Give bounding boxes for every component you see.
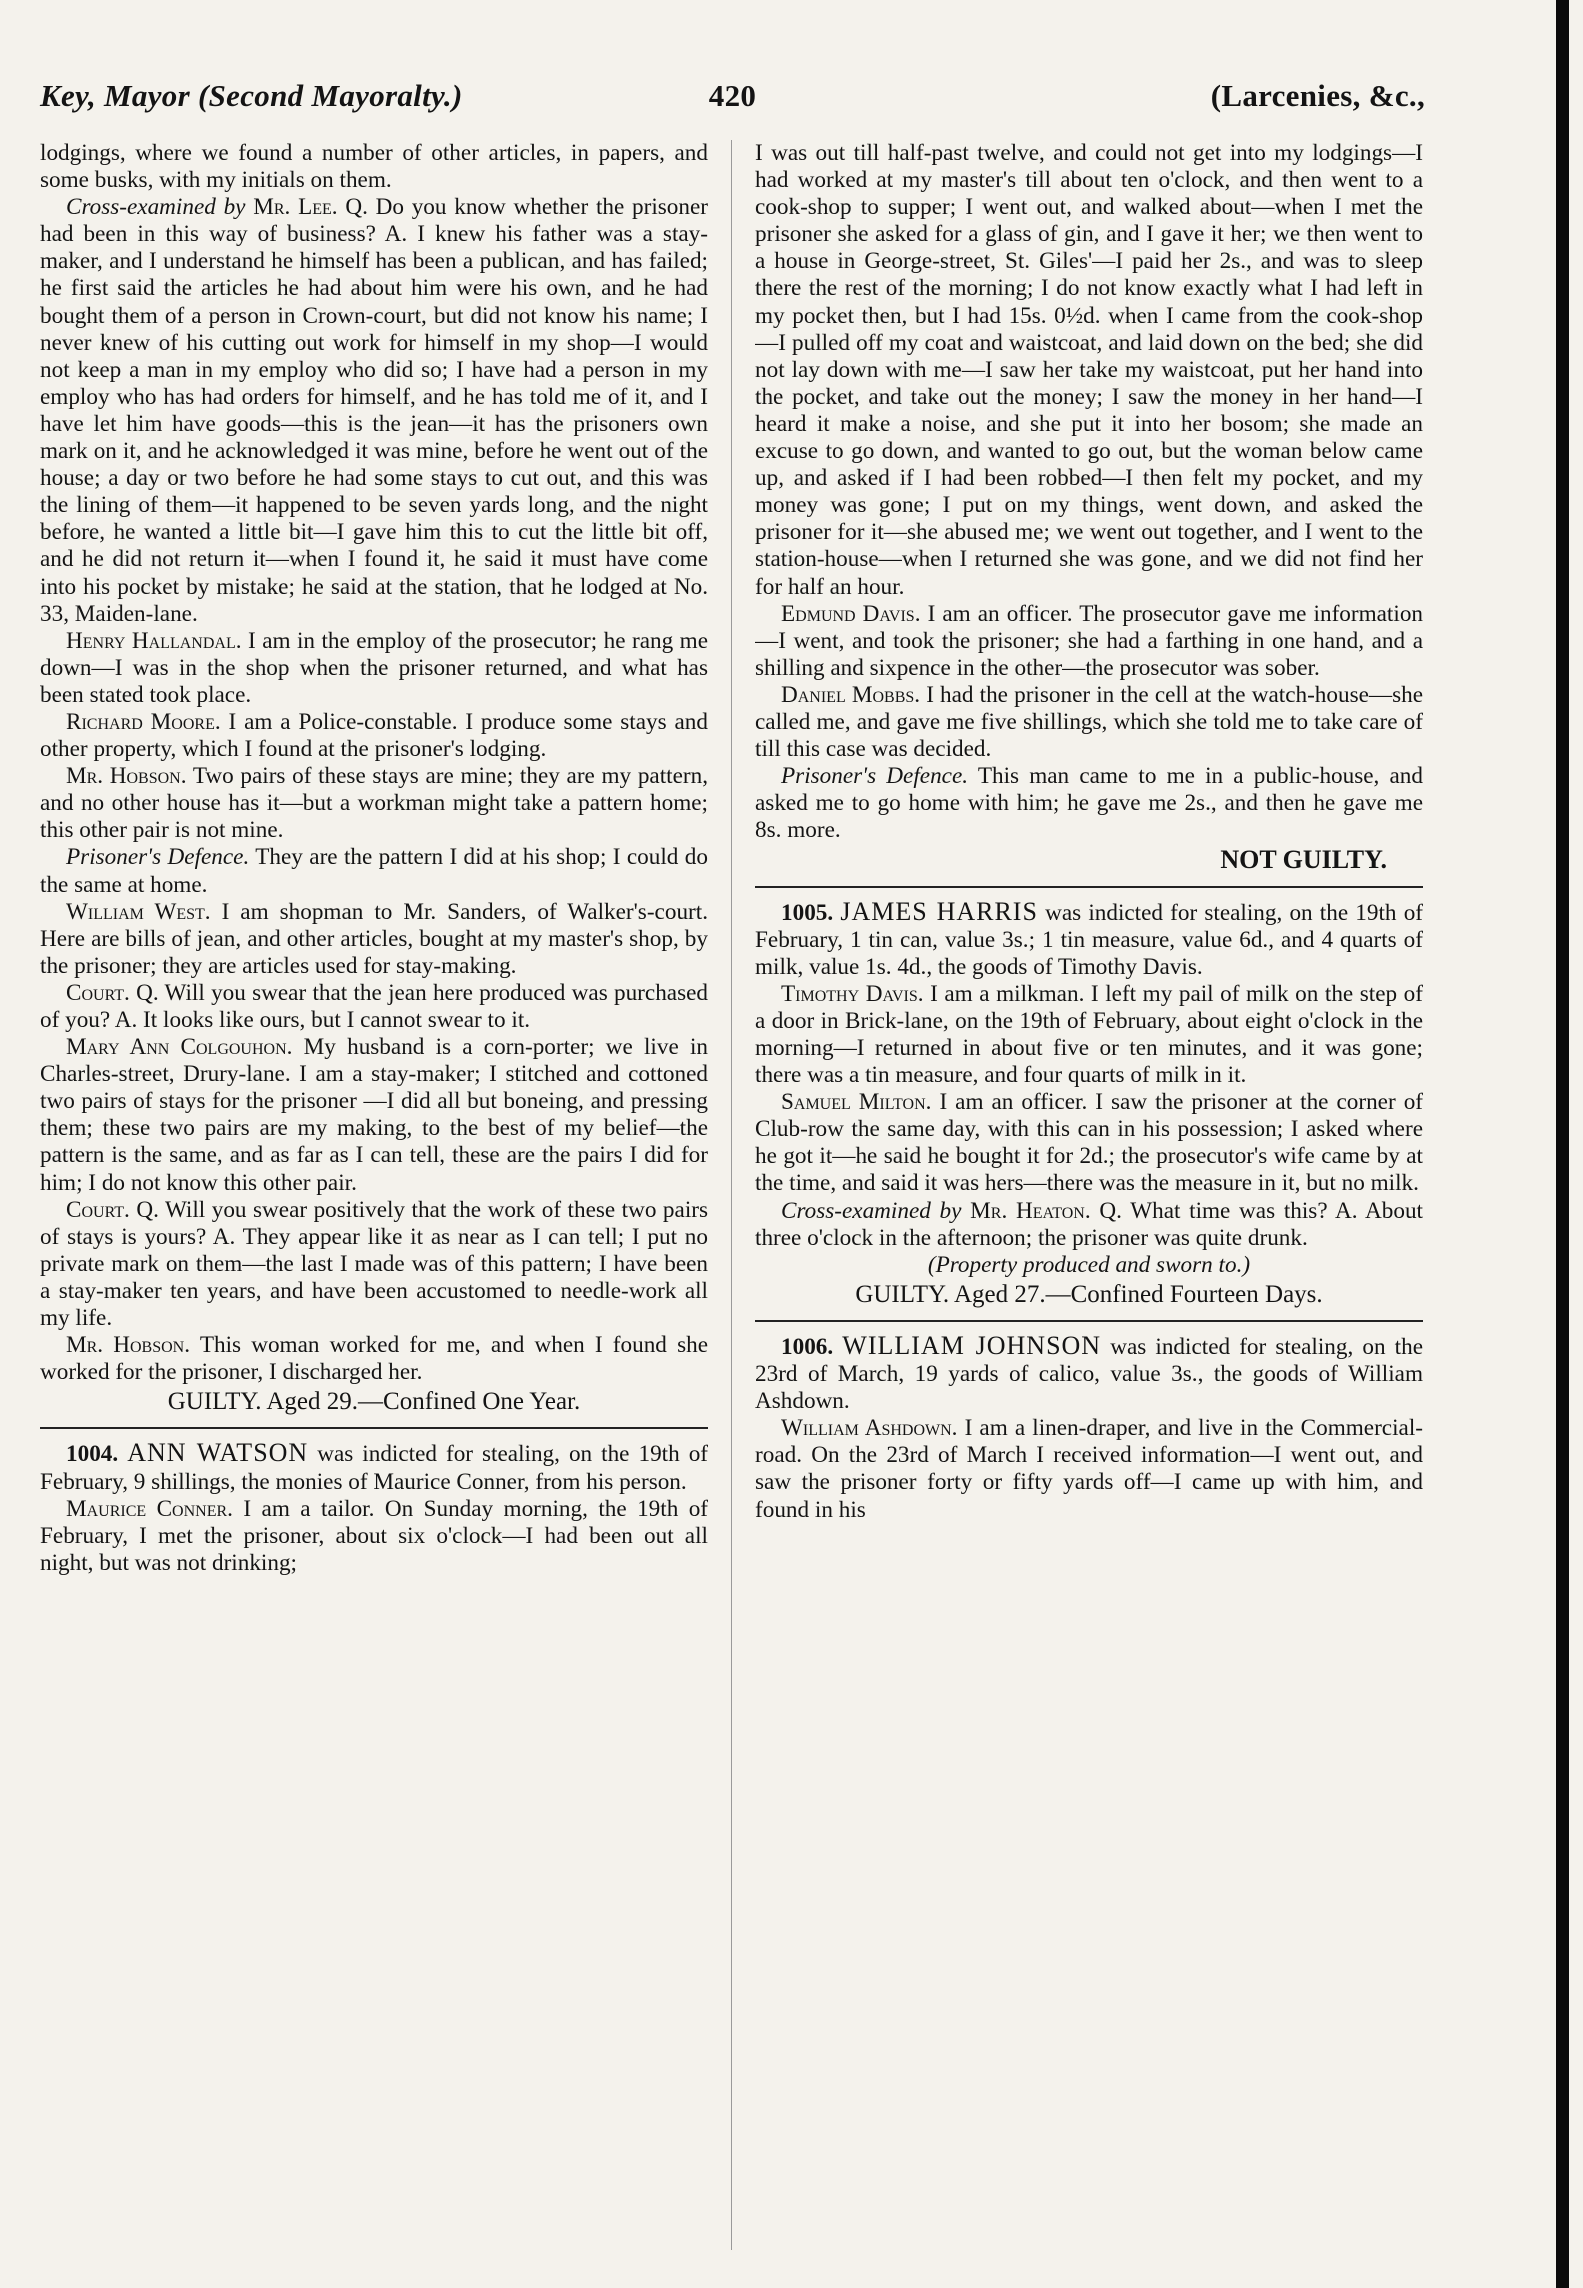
paragraph [755,981,1423,1089]
defence-label: Prisoner's Defence. [66,844,250,871]
column-divider [731,140,732,2250]
testimony-text: I am in the employ of the prosecutor; he rang me down—I was in the shop when the prisoner returned, and what has been stated took place. [40,627,708,708]
paragraph [40,628,708,709]
left-column [40,140,708,2250]
header-mayoralty: (Second Mayoralty.) [198,78,463,113]
testimony-text: This woman worked for me, and when I found she worked for the prisoner, I discharged her. [40,1332,708,1386]
speaker-name: Richard Moore. [66,708,221,735]
indictment-text: was indicted for stealing, on the 19th of February, 1 tin can, value 3s.; 1 tin measure, value 6d., and 4 quarts of milk, value 1s. 4d., the goods of Timothy Davis. [755,899,1423,980]
cross-examined-label: Cross-examined by [781,1197,962,1224]
testimony-text: I had the prisoner in the cell at the watch-house—she called me, and gave me five shillings, which she told me to take care of till this case was decided. [755,681,1423,763]
paragraph: lodgings, where we found a number of other articles, in papers, and some busks, with my initials on them. [40,140,708,194]
paragraph [40,1034,708,1197]
right-column [755,140,1423,2250]
case-number: 1005. [781,899,834,926]
paragraph [40,1197,708,1332]
paragraph [755,1198,1423,1252]
verdict-line: GUILTY. Aged 29.—Confined One Year. [167,1388,581,1416]
case-separator-rule [755,1320,1423,1322]
testimony-text: I am a tailor. On Sunday morning, the 19th of February, I met the prisoner, about six o'clock—I had been out all night, but was not drinking; [40,1495,708,1576]
header-right: (Larcenies, &c., [1210,78,1425,113]
paragraph [40,194,708,628]
verdict-line: NOT GUILTY. [1220,845,1387,875]
speaker-name: Mr. Hobson. [66,763,187,790]
page-edge-shadow [1556,0,1569,2288]
speaker-name: Mr. Hobson. [66,1332,191,1359]
paragraph [755,763,1423,844]
paragraph [755,1415,1423,1523]
paragraph [40,763,708,844]
indictment-text: was indicted for stealing, on the 23rd of March, 19 yards of calico, value 3s., the goods of William Ashdown. [755,1333,1423,1415]
speaker-name: Mary Ann Colgouhon. [66,1034,293,1061]
paragraph [40,899,708,980]
testimony-text: Two pairs of these stays are mine; they are my pattern, and no other house has it—but a workman might take a pattern home; this other pair is not mine. [40,763,708,844]
text-columns [40,140,1425,2250]
speaker-name: Edmund Davis. [781,600,921,627]
property-note [755,1252,1423,1279]
testimony-text: I am an officer. I saw the prisoner at the corner of Club-row the same day, with this can in his possession; I asked where he got it—he said he bought it for 2d.; the prosecutor's wife came by at the time, and said it was hers—there was the measure in it, but no milk. [755,1089,1423,1197]
testimony-text: This man came to me in a public-house, and asked me to go home with him; he gave me 2s., and then he gave me 8s. more. [755,763,1423,844]
document-page [40,78,1425,2268]
case-heading [40,1439,708,1495]
indictment-text: was indicted for stealing, on the 19th of February, 9 shillings, the monies of Maurice Conner, from his person. [40,1441,708,1495]
paragraph: I was out till half-past twelve, and could not get into my lodgings—I had worked at my master's till about ten o'clock, and then went to a cook-shop to supper; I went out, and walked about—when I met the prisoner she asked for a glass of gin, and I gave it her; we then went to a house in George-street, St. Giles'—I paid her 2s., and was to sleep there the rest of the morning; I do not know exactly what I had left in my pocket then, but I had 15s. 0½d. when I came from the cook-shop —I pulled off my coat and waistcoat, and laid down on the bed; she did not lay down with me—I saw her take my waistcoat, put her hand into the pocket, and take out the money; I saw the money in her hand—I heard it make a noise, and she put it into her bosom; she made an excuse to go down, and wanted to go out, but the woman below came up, and asked if I had been robbed—I then felt my pocket, and my money was gone; I put on my things, went down, and asked the prisoner for it—she abused me; we went out together, and I went to the station-house—when I returned she was gone, and we did not find her for half an hour. [755,140,1423,600]
testimony-text: Q. What time was this? A. About three o'clock in the afternoon; the prisoner was quite drunk. [755,1197,1423,1251]
running-header [40,78,1425,134]
case-number: 1004. [66,1441,119,1468]
case-separator-rule [40,1427,708,1429]
speaker-name: William Ashdown. [781,1415,958,1442]
testimony-text: Q. Do you know whether the prisoner had been in this way of business? A. I knew his father was a stay-maker, and I understand he himself has been a publican, and has failed; he first said the articles he had about him were his own, and he had bought them of a person in Crown-court, but did not know his name; I never knew of his cutting out work for himself in my shop—I would not keep a man in my employ who did so; I have had a person in my employ who has had orders for himself, and he has told me of it, and I have let him have goods—this is the jean—it has the prisoners own mark on it, and he acknowledged it was mine, before he went out of the house; a day or two before he had some stays to cut out, and this was the lining of them—it happened to be seven yards long, and the night before, he wanted a little bit—I gave him this to cut the little bit off, and he did not return it—when I found it, he said it must have come into his pocket by mistake; he said at the station, that he lodged at No. 33, Maiden-lane. [40,194,708,627]
defendant-name: WILLIAM JOHNSON [842,1330,1102,1360]
defendant-name: ANN WATSON [127,1438,309,1468]
speaker-name: Maurice Conner. [66,1495,233,1522]
speaker-name: William West. [66,898,211,925]
speaker-name: Court. [66,1196,130,1223]
paragraph [40,980,708,1034]
paragraph [755,1089,1423,1197]
speaker-name: Mr. Lee. [253,194,338,221]
testimony-text: I am a milkman. I left my pail of milk on the step of a door in Brick-lane, on the 19th of February, about eight o'clock in the morning—I returned in about five or ten minutes, and it was gone; there was a tin measure, and four quarts of milk in it. [755,980,1423,1089]
speaker-name: Samuel Milton. [781,1089,932,1116]
cross-examined-label: Cross-examined by [66,194,246,221]
verdict-line: GUILTY. Aged 27.—Confined Fourteen Days. [855,1280,1323,1308]
speaker-name: Court. [66,979,130,1006]
speaker-name: Mr. Heaton. [970,1197,1091,1224]
speaker-name: Henry Hallandal. [66,627,242,654]
testimony-text: I am a Police-constable. I produce some stays and other property, which I found at the prisoner's lodging. [40,708,708,763]
defendant-name: JAMES HARRIS [840,896,1038,926]
testimony-text: I am a linen-draper, and live in the Commercial-road. On the 23rd of March I received information—I went out, and saw the prisoner forty or fifty yards off—I came up with him, and found in his [755,1415,1423,1523]
testimony-text: Q. Will you swear positively that the work of these two pairs of stays is yours? A. They appear like it as near as I can tell; I put no private mark on them—the last I made was of this pattern; I have been a stay-maker ten years, and have been accustomed to needle-work all my life. [40,1196,708,1332]
page-number: 420 [708,78,757,113]
speaker-name: Daniel Mobbs. [781,681,921,708]
case-separator-rule [755,886,1423,888]
property-note-text: (Property produced and sworn to.) [927,1251,1251,1278]
speaker-name: Timothy Davis. [781,980,924,1007]
defence-label: Prisoner's Defence. [781,763,969,790]
testimony-text: My husband is a corn-porter; we live in Charles-street, Drury-lane. I am a stay-maker; I stitched and cottoned two pairs of stays for the prisoner —I did all but boneing, and pressing them; these two pairs are my making, to the best of my belief—the pattern is the same, and as far as I can tell, these are the pairs I did for him; I do not know this other pair. [40,1034,708,1196]
paragraph [40,844,708,898]
case-heading [755,1332,1423,1415]
paragraph [755,601,1423,682]
paragraph [40,1332,708,1386]
case-heading [755,898,1423,981]
header-mayor: Key, Mayor [40,78,190,113]
paragraph [40,1496,708,1577]
case-number: 1006. [781,1333,834,1360]
testimony-text: I am an officer. The prosecutor gave me information—I went, and took the prisoner; she had a farthing in one hand, and a shilling and sixpence in the other—the prosecutor was sober. [755,600,1423,681]
testimony-text: Q. Will you swear that the jean here produced was purchased of you? A. It looks like ours, but I cannot swear to it. [40,979,708,1033]
testimony-text: I am shopman to Mr. Sanders, of Walker's-court. Here are bills of jean, and other articles, bought at my master's shop, by the prisoner; they are articles used for stay-making. [40,898,708,979]
paragraph [755,682,1423,763]
paragraph [40,709,708,763]
testimony-text: They are the pattern I did at his shop; I could do the same at home. [40,844,708,898]
